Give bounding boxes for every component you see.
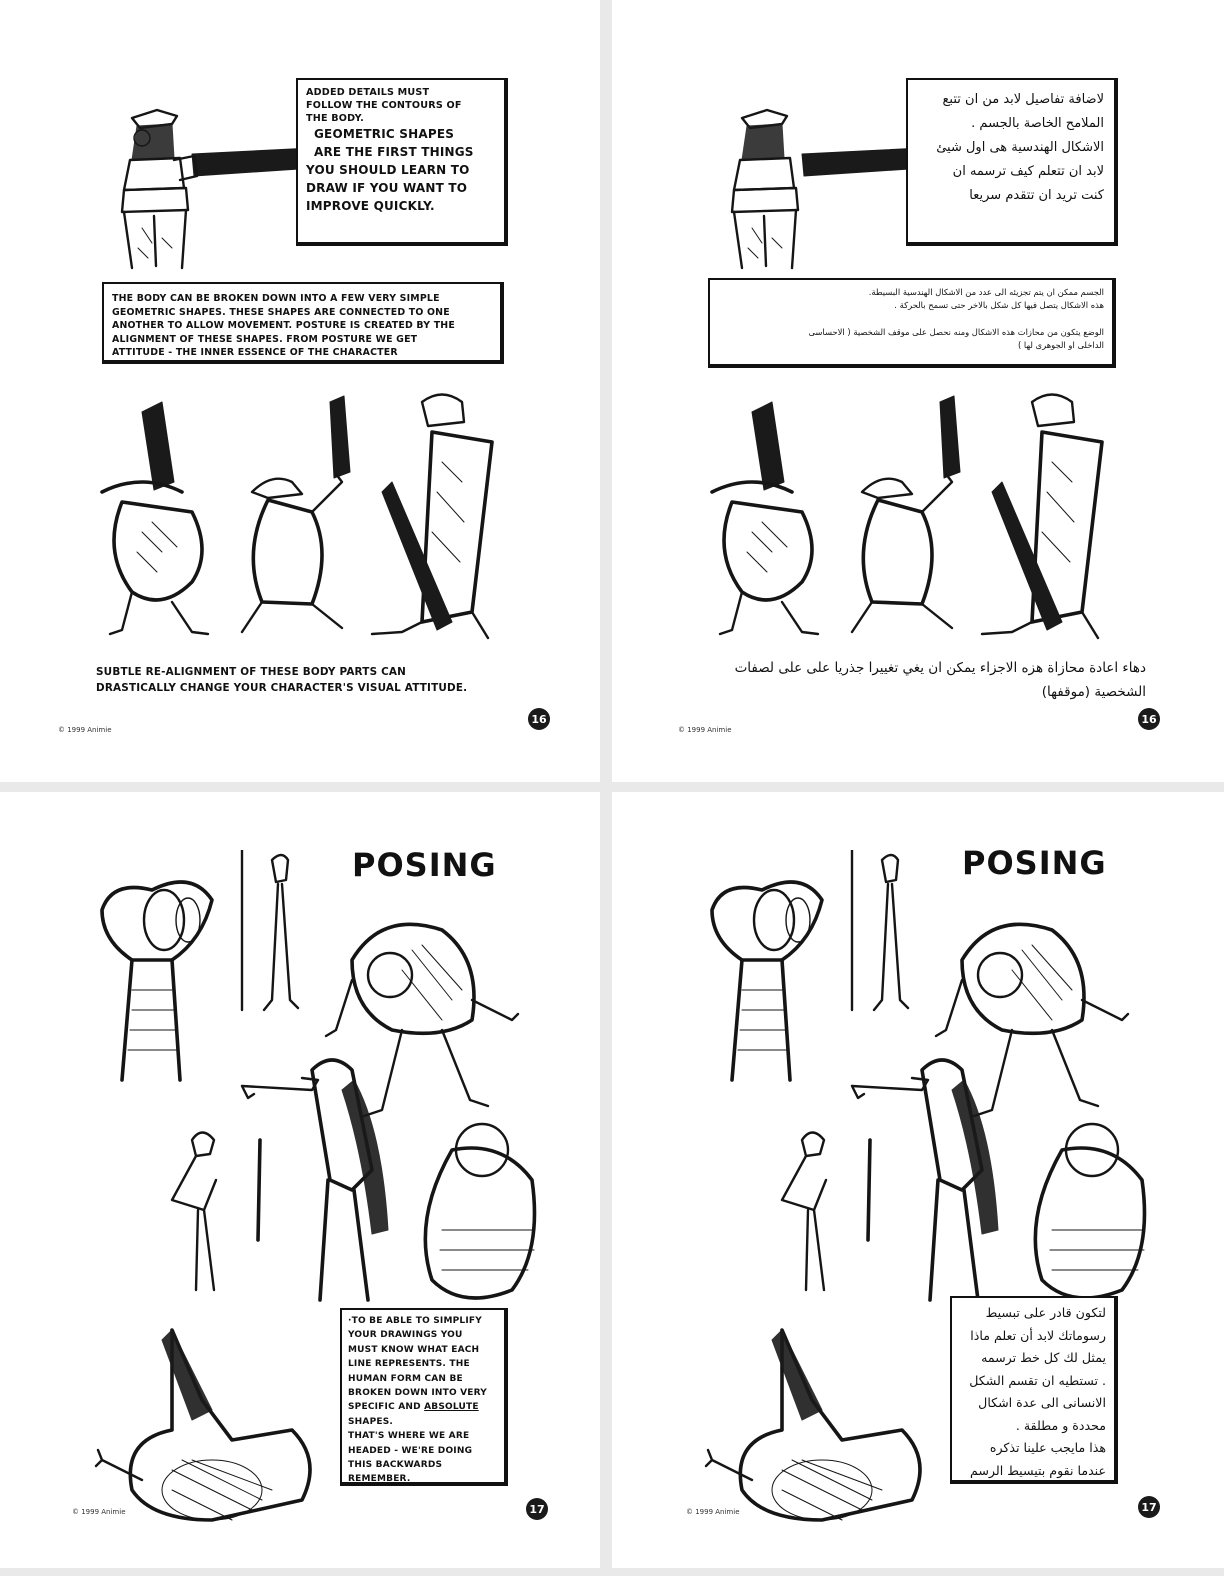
box-line: لتكون قادر على تبسيط [985, 1305, 1106, 1320]
box-line: عندما نقوم بتيسيط الرسم [969, 1462, 1106, 1478]
box-line-part: SPECIFIC AND [348, 1402, 425, 1413]
text-box-body-shapes [102, 282, 504, 364]
page-17-english [22, 810, 578, 1564]
box-line: SHAPES. [348, 1416, 394, 1427]
box-line: ALIGNMENT OF THESE SHAPES. FROM POSTURE WE GET [112, 333, 418, 345]
posing-figures-illustration [92, 850, 552, 1310]
caption [96, 664, 467, 696]
page-number: 17 [1138, 1496, 1160, 1518]
box-line: . تستطيه ان تقسم الشكل [969, 1372, 1106, 1388]
box-line: THE BODY CAN BE BROKEN DOWN INTO A FEW VERY SIMPLE [112, 293, 440, 304]
text-box-geometric-shapes [906, 78, 1118, 246]
lying-figure-illustration [92, 1320, 332, 1530]
box-line: الاشكال الهندسية هى اول شيئ [936, 140, 1104, 155]
box-line: الملامح الخاصة بالجسم . [971, 116, 1104, 131]
box-line: LINE REPRESENTS. THE [348, 1359, 470, 1370]
caption-line: الشخصية (موقفها) [1041, 684, 1146, 700]
caption [652, 656, 1146, 704]
box-line: يمثل لك كل خط ترسمه [981, 1350, 1106, 1365]
text-box-simplify [950, 1296, 1118, 1484]
box-line: THE BODY. [306, 113, 365, 124]
page-number: 16 [1138, 708, 1160, 730]
box-line: ·TO BE ABLE TO SIMPLIFY [348, 1316, 482, 1326]
box-line: الجسم ممكن ان يتم تجزيئه الى عدد من الاشكال الهندسية البسيطة. [868, 287, 1104, 297]
page-17-arabic [632, 810, 1188, 1564]
text-box-simplify [340, 1308, 508, 1486]
page-title: POSING [962, 844, 1107, 882]
lying-figure-illustration [702, 1320, 942, 1530]
box-line: ARE THE FIRST THINGS [314, 145, 474, 159]
text-box-body-shapes [708, 278, 1116, 368]
box-line: BROKEN DOWN INTO VERY [348, 1388, 488, 1399]
bottom-edge [0, 1568, 1224, 1576]
box-line [348, 1400, 498, 1414]
caption-line: SUBTLE RE-ALIGNMENT OF THESE BODY PARTS CAN [96, 666, 407, 678]
box-line: THAT'S WHERE WE ARE [348, 1431, 470, 1442]
page-number: 17 [526, 1498, 548, 1520]
box-line: IMPROVE QUICKLY. [306, 199, 435, 213]
box-line: محددة و مطلقة . [1015, 1417, 1106, 1433]
box-line: الداخلى او الجوهرى لها ) [1018, 340, 1104, 350]
copyright: © 1999 Animie [58, 726, 112, 734]
box-line: REMEMBER. [348, 1474, 411, 1485]
box-line: GEOMETRIC SHAPES. THESE SHAPES ARE CONNECTED TO ONE [112, 306, 450, 318]
emphasis-absolute: ABSOLUTE [424, 1402, 479, 1413]
copyright: © 1999 Animie [678, 726, 732, 734]
box-line: الوضع يتكون من محازات هذه الاشكال ومنه نحصل على موقف الشخصية ( الاحساسى [808, 327, 1104, 337]
box-line: THIS BACKWARDS [348, 1460, 443, 1471]
box-line: GEOMETRIC SHAPES [314, 127, 455, 141]
page-16-arabic [632, 10, 1188, 758]
box-line: HUMAN FORM CAN BE [348, 1373, 463, 1384]
box-line: الانسانى الى عدة اشكال [978, 1395, 1106, 1410]
batter-illustration [712, 98, 932, 278]
page-number: 16 [528, 708, 550, 730]
box-line: YOUR DRAWINGS YOU [348, 1330, 463, 1341]
batter-illustration [102, 98, 322, 278]
box-line: FOLLOW THE CONTOURS OF [306, 100, 462, 111]
batter-poses-illustration [702, 382, 1122, 644]
page-16-english [22, 10, 578, 758]
box-line: كنت تريد ان تتقدم سريعا [969, 188, 1104, 203]
text-box-geometric-shapes [296, 78, 508, 246]
box-line: لابد ان تتعلم كيف ترسمه ان [952, 164, 1104, 179]
box-line: DRAW IF YOU WANT TO [306, 181, 468, 195]
box-line: MUST KNOW WHAT EACH [348, 1344, 480, 1355]
page-title: POSING [352, 846, 497, 884]
box-line: ADDED DETAILS MUST [306, 87, 430, 98]
box-line: هذه الاشكال يتصل فيها كل شكل بالاخر حتى تسمح بالحركة . [894, 300, 1104, 310]
middle-gutter [0, 782, 1224, 792]
box-line: رسوماتك لابد أن تعلم ماذا [970, 1327, 1106, 1343]
copyright: © 1999 Animie [72, 1508, 126, 1516]
caption-line: DRASTICALLY CHANGE YOUR CHARACTER'S VISUAL ATTITUDE. [96, 682, 468, 694]
batter-poses-illustration [92, 382, 512, 644]
box-line: ANOTHER TO ALLOW MOVEMENT. POSTURE IS CREATED BY THE [112, 320, 455, 331]
box-line: هذا مايجب علينا تذكره [989, 1440, 1106, 1455]
box-line: HEADED - WE'RE DOING [348, 1445, 473, 1456]
box-line: ATTITUDE - THE INNER ESSENCE OF THE CHARACTER [112, 347, 398, 358]
posing-figures-illustration [702, 850, 1162, 1310]
caption-line: دهاء اعادة محازاة هزه الاجزاء يمكن ان يغي تغييرا جذريا على على لصفات [734, 660, 1146, 676]
box-line: YOU SHOULD LEARN TO [306, 163, 470, 177]
copyright: © 1999 Animie [686, 1508, 740, 1516]
box-line: لاضافة تفاصيل لابد من ان تتبع [942, 92, 1104, 107]
